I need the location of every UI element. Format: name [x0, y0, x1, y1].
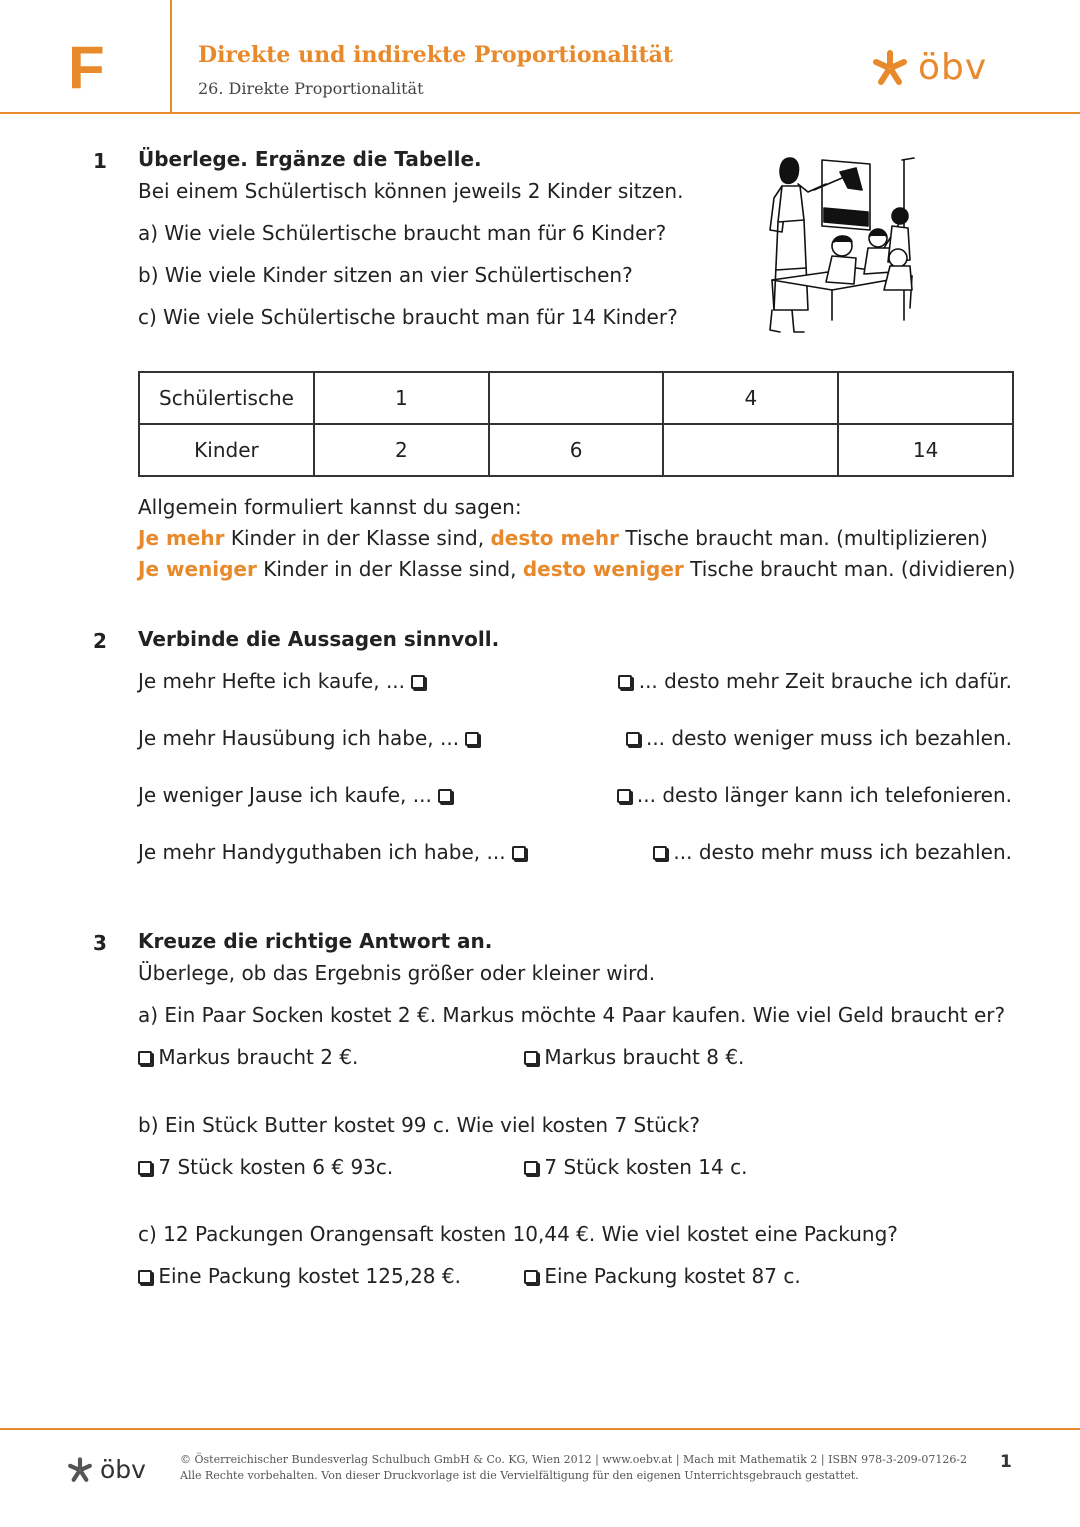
- rule-mid: Kinder in der Klasse sind,: [256, 557, 523, 581]
- statement-text: Je mehr Handyguthaben ich habe, ...: [138, 840, 506, 864]
- answer-option[interactable]: [138, 1155, 393, 1179]
- answer-text: 7 Stück kosten 6 € 93c.: [158, 1155, 394, 1179]
- answer-checkbox[interactable]: [138, 1051, 152, 1065]
- task-number: 1: [93, 149, 107, 173]
- answer-text: 7 Stück kosten 14 c.: [544, 1155, 748, 1179]
- chapter-title: Direkte und indirekte Proportionalität: [198, 42, 674, 68]
- rule-end: Tische braucht man. (multiplizieren): [619, 526, 988, 550]
- table-cell[interactable]: [663, 424, 838, 476]
- task-intro: Überlege, ob das Ergebnis größer oder kleiner wird.: [138, 961, 656, 985]
- connect-checkbox[interactable]: [438, 789, 452, 803]
- copyright-notice: [180, 1452, 967, 1484]
- table-cell[interactable]: [489, 372, 664, 424]
- connect-checkbox[interactable]: [626, 732, 640, 746]
- header-divider-vertical: [170, 0, 172, 113]
- answer-checkbox[interactable]: [524, 1051, 538, 1065]
- connect-checkbox[interactable]: [617, 789, 631, 803]
- statement-text: ... desto länger kann ich telefonieren.: [636, 783, 1012, 807]
- statement-left: [138, 669, 425, 693]
- answer-text: Markus braucht 8 €.: [544, 1045, 745, 1069]
- rule-je: Je mehr: [138, 526, 225, 550]
- answer-option[interactable]: [524, 1155, 747, 1179]
- statement-right: [626, 726, 1012, 750]
- publisher-name: öbv: [918, 47, 988, 88]
- table-cell[interactable]: 2: [314, 424, 489, 476]
- chapter-letter: F: [68, 34, 105, 101]
- question-c: c) Wie viele Schülertische braucht man für 14 Kinder?: [138, 305, 678, 329]
- task-number: 2: [93, 629, 107, 653]
- publisher-logo: [870, 48, 987, 88]
- answer-text: Eine Packung kostet 125,28 €.: [158, 1264, 461, 1288]
- connect-checkbox[interactable]: [618, 675, 632, 689]
- connect-checkbox[interactable]: [411, 675, 425, 689]
- answer-checkbox[interactable]: [138, 1161, 152, 1175]
- row-label: Kinder: [139, 424, 314, 476]
- page-number: 1: [1000, 1452, 1012, 1472]
- table-cell[interactable]: 1: [314, 372, 489, 424]
- table-cell[interactable]: 6: [489, 424, 664, 476]
- answer-checkbox[interactable]: [524, 1270, 538, 1284]
- answer-option[interactable]: [138, 1045, 358, 1069]
- statement-left: [138, 783, 452, 807]
- rule-multiply: [138, 526, 988, 550]
- answer-checkbox[interactable]: [138, 1270, 152, 1284]
- answer-checkbox[interactable]: [524, 1161, 538, 1175]
- oebv-star-icon: [870, 48, 910, 88]
- row-label: Schülertische: [139, 372, 314, 424]
- footer-publisher-name: öbv: [100, 1455, 146, 1484]
- proportion-table: [138, 371, 1014, 477]
- answer-text: Eine Packung kostet 87 c.: [544, 1264, 801, 1288]
- rule-divide: [138, 557, 1015, 581]
- rule-je: Je weniger: [138, 557, 257, 581]
- table-row: [139, 372, 1013, 424]
- statement-text: Je mehr Hausübung ich habe, ...: [138, 726, 460, 750]
- question-b: b) Ein Stück Butter kostet 99 c. Wie viel kosten 7 Stück?: [138, 1113, 700, 1137]
- connect-checkbox[interactable]: [653, 846, 667, 860]
- answer-option[interactable]: [524, 1264, 801, 1288]
- table-cell[interactable]: [838, 372, 1013, 424]
- connect-checkbox[interactable]: [512, 846, 526, 860]
- statement-text: ... desto weniger muss ich bezahlen.: [645, 726, 1012, 750]
- question-a: a) Wie viele Schülertische braucht man für 6 Kinder?: [138, 221, 667, 245]
- statement-left: [138, 840, 526, 864]
- task-number: 3: [93, 931, 107, 955]
- header-divider-horizontal: [0, 112, 1080, 114]
- question-a: a) Ein Paar Socken kostet 2 €. Markus möchte 4 Paar kaufen. Wie viel Geld braucht er?: [138, 1003, 1006, 1027]
- statement-right: [618, 669, 1012, 693]
- oebv-star-icon: [66, 1456, 94, 1484]
- answer-option[interactable]: [138, 1264, 461, 1288]
- copyright-line: Alle Rechte vorbehalten. Von dieser Druckvorlage ist die Vervielfältigung für den eigenen Unterrichtsgebrauch gestattet.: [180, 1469, 859, 1482]
- task-heading: Verbinde die Aussagen sinnvoll.: [138, 627, 500, 651]
- answer-option[interactable]: [524, 1045, 744, 1069]
- statement-left: [138, 726, 479, 750]
- question-c: c) 12 Packungen Orangensaft kosten 10,44 €. Wie viel kostet eine Packung?: [138, 1222, 898, 1246]
- statement-text: Je mehr Hefte ich kaufe, ...: [138, 669, 406, 693]
- statement-text: ... desto mehr muss ich bezahlen.: [673, 840, 1012, 864]
- footer-divider: [0, 1428, 1080, 1430]
- task-heading: Überlege. Ergänze die Tabelle.: [138, 147, 482, 171]
- statement-text: ... desto mehr Zeit brauche ich dafür.: [638, 669, 1012, 693]
- table-cell[interactable]: 14: [838, 424, 1013, 476]
- teacher-classroom-illustration: [752, 150, 922, 345]
- footer-logo: [66, 1455, 146, 1484]
- statement-right: [617, 783, 1012, 807]
- table-cell[interactable]: 4: [663, 372, 838, 424]
- copyright-line: © Österreichischer Bundesverlag Schulbuch GmbH & Co. KG, Wien 2012 | www.oebv.at | Mach mit Mathematik 2 | ISBN 978-3-209-07126-2: [180, 1453, 968, 1466]
- statement-text: Je weniger Jause ich kaufe, ...: [138, 783, 432, 807]
- task-intro: Bei einem Schülertisch können jeweils 2 Kinder sitzen.: [138, 179, 684, 203]
- general-intro: Allgemein formuliert kannst du sagen:: [138, 495, 522, 519]
- statement-right: [653, 840, 1012, 864]
- connect-checkbox[interactable]: [465, 732, 479, 746]
- table-row: [139, 424, 1013, 476]
- rule-desto: desto weniger: [522, 557, 684, 581]
- answer-text: Markus braucht 2 €.: [158, 1045, 359, 1069]
- section-subtitle: 26. Direkte Proportionalität: [198, 79, 424, 98]
- rule-mid: Kinder in der Klasse sind,: [224, 526, 491, 550]
- rule-desto: desto mehr: [490, 526, 619, 550]
- question-b: b) Wie viele Kinder sitzen an vier Schülertischen?: [138, 263, 633, 287]
- task-heading: Kreuze die richtige Antwort an.: [138, 929, 493, 953]
- rule-end: Tische braucht man. (dividieren): [683, 557, 1016, 581]
